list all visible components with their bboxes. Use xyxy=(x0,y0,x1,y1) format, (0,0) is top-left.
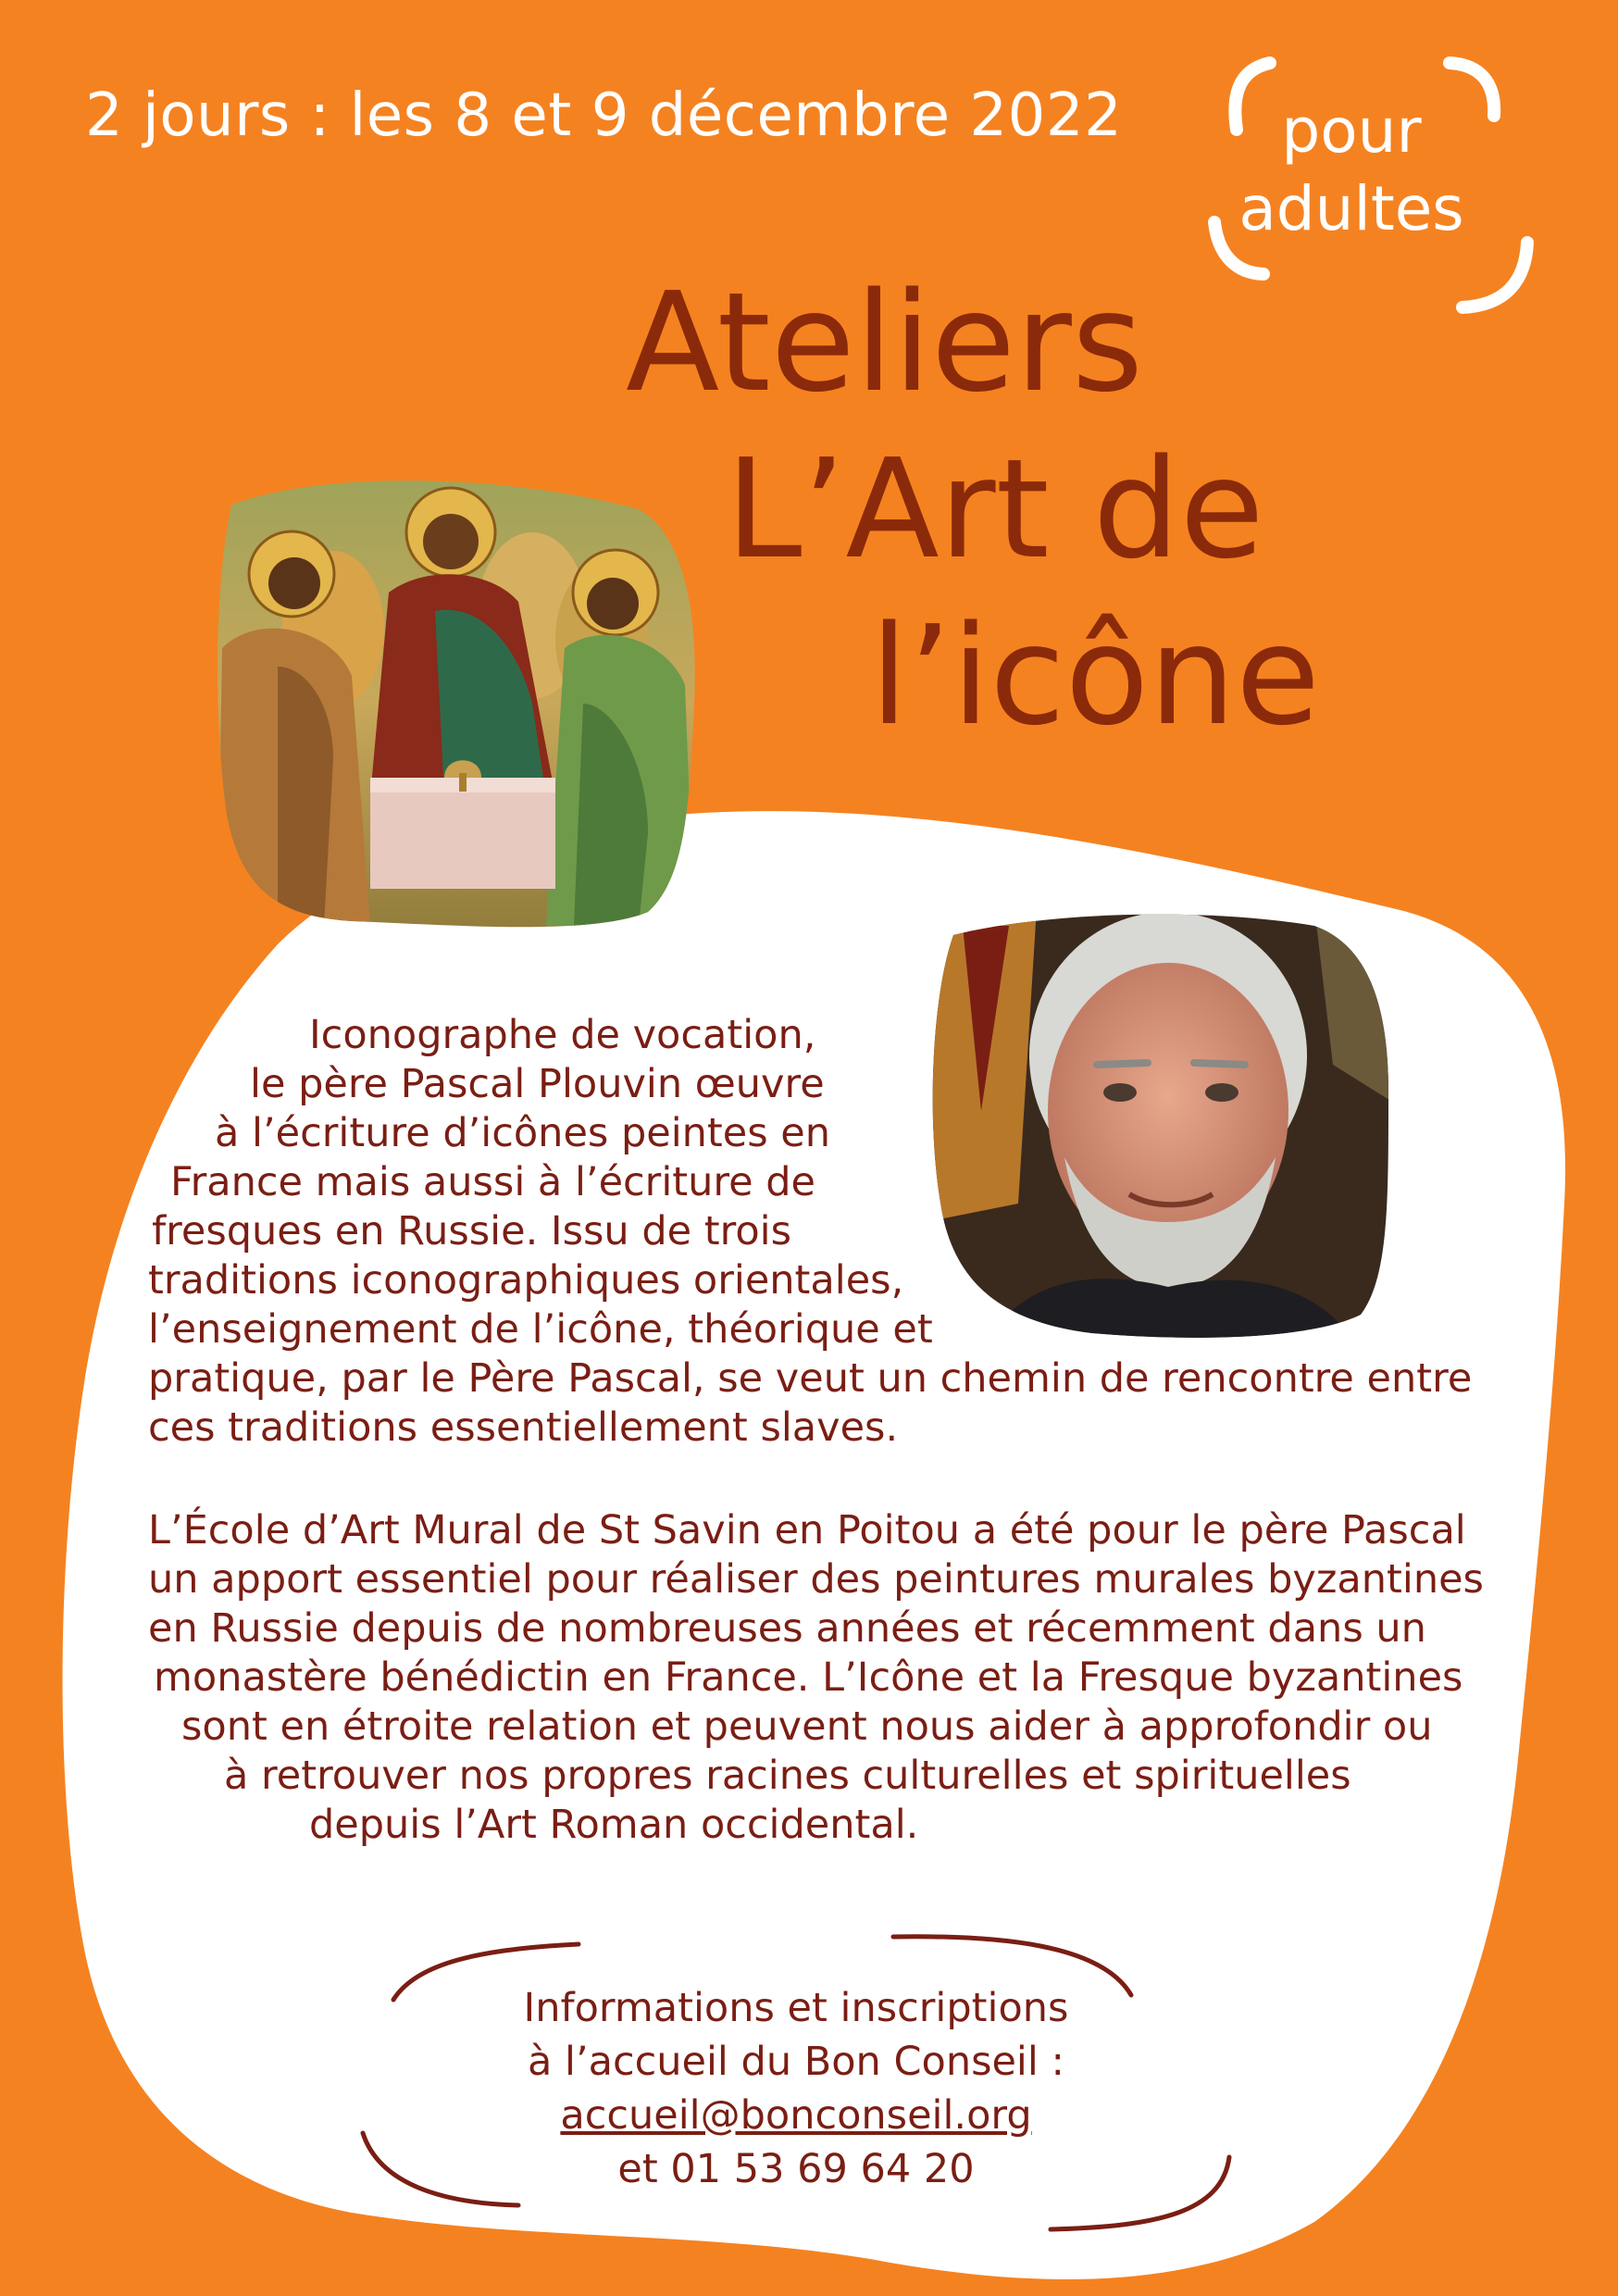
title-line-1: Ateliers xyxy=(626,263,1143,422)
body-line: le père Pascal Plouvin œuvre xyxy=(250,1061,825,1107)
body-line: ces traditions essentiellement slaves. xyxy=(148,1404,899,1451)
body-line: en Russie depuis de nombreuses années et récemment dans un xyxy=(148,1605,1426,1652)
body-line: un apport essentiel pour réaliser des peintures murales byzantines xyxy=(148,1556,1484,1603)
body-line: fresques en Russie. Issu de trois xyxy=(152,1208,792,1254)
title-line-2: L’Art de xyxy=(726,430,1264,589)
body-line: à retrouver nos propres racines culturelles et spirituelles xyxy=(224,1753,1351,1799)
body-line: sont en étroite relation et peuvent nous aider à approfondir ou xyxy=(181,1703,1433,1750)
audience-line-1: pour xyxy=(1281,95,1422,167)
body-line: traditions iconographiques orientales, xyxy=(148,1257,904,1304)
body-line: monastère bénédictin en France. L’Icône et la Fresque byzantines xyxy=(154,1654,1463,1701)
contact-line-2: à l’accueil du Bon Conseil : xyxy=(528,2039,1064,2085)
body-line: à l’écriture d’icônes peintes en xyxy=(215,1110,831,1156)
event-date: 2 jours : les 8 et 9 décembre 2022 xyxy=(85,81,1123,150)
audience-badge xyxy=(1213,93,1490,248)
contact-block xyxy=(444,1981,1148,2196)
body-line: L’École d’Art Mural de St Savin en Poitou a été pour le père Pascal xyxy=(148,1507,1466,1554)
contact-line-1: Informations et inscriptions xyxy=(523,1985,1069,2031)
title-line-3: l’icône xyxy=(870,596,1321,755)
body-line: l’enseignement de l’icône, théorique et xyxy=(148,1306,933,1353)
email-link[interactable]: accueil@bonconseil.org xyxy=(560,2092,1032,2139)
body-line: pratique, par le Père Pascal, se veut un chemin de rencontre entre xyxy=(148,1355,1473,1402)
body-line: depuis l’Art Roman occidental. xyxy=(309,1802,919,1848)
audience-line-2: adultes xyxy=(1238,173,1464,244)
body-line: France mais aussi à l’écriture de xyxy=(170,1159,816,1205)
body-line: Iconographe de vocation, xyxy=(309,1012,816,1058)
phone-number: et 01 53 69 64 20 xyxy=(617,2146,975,2192)
